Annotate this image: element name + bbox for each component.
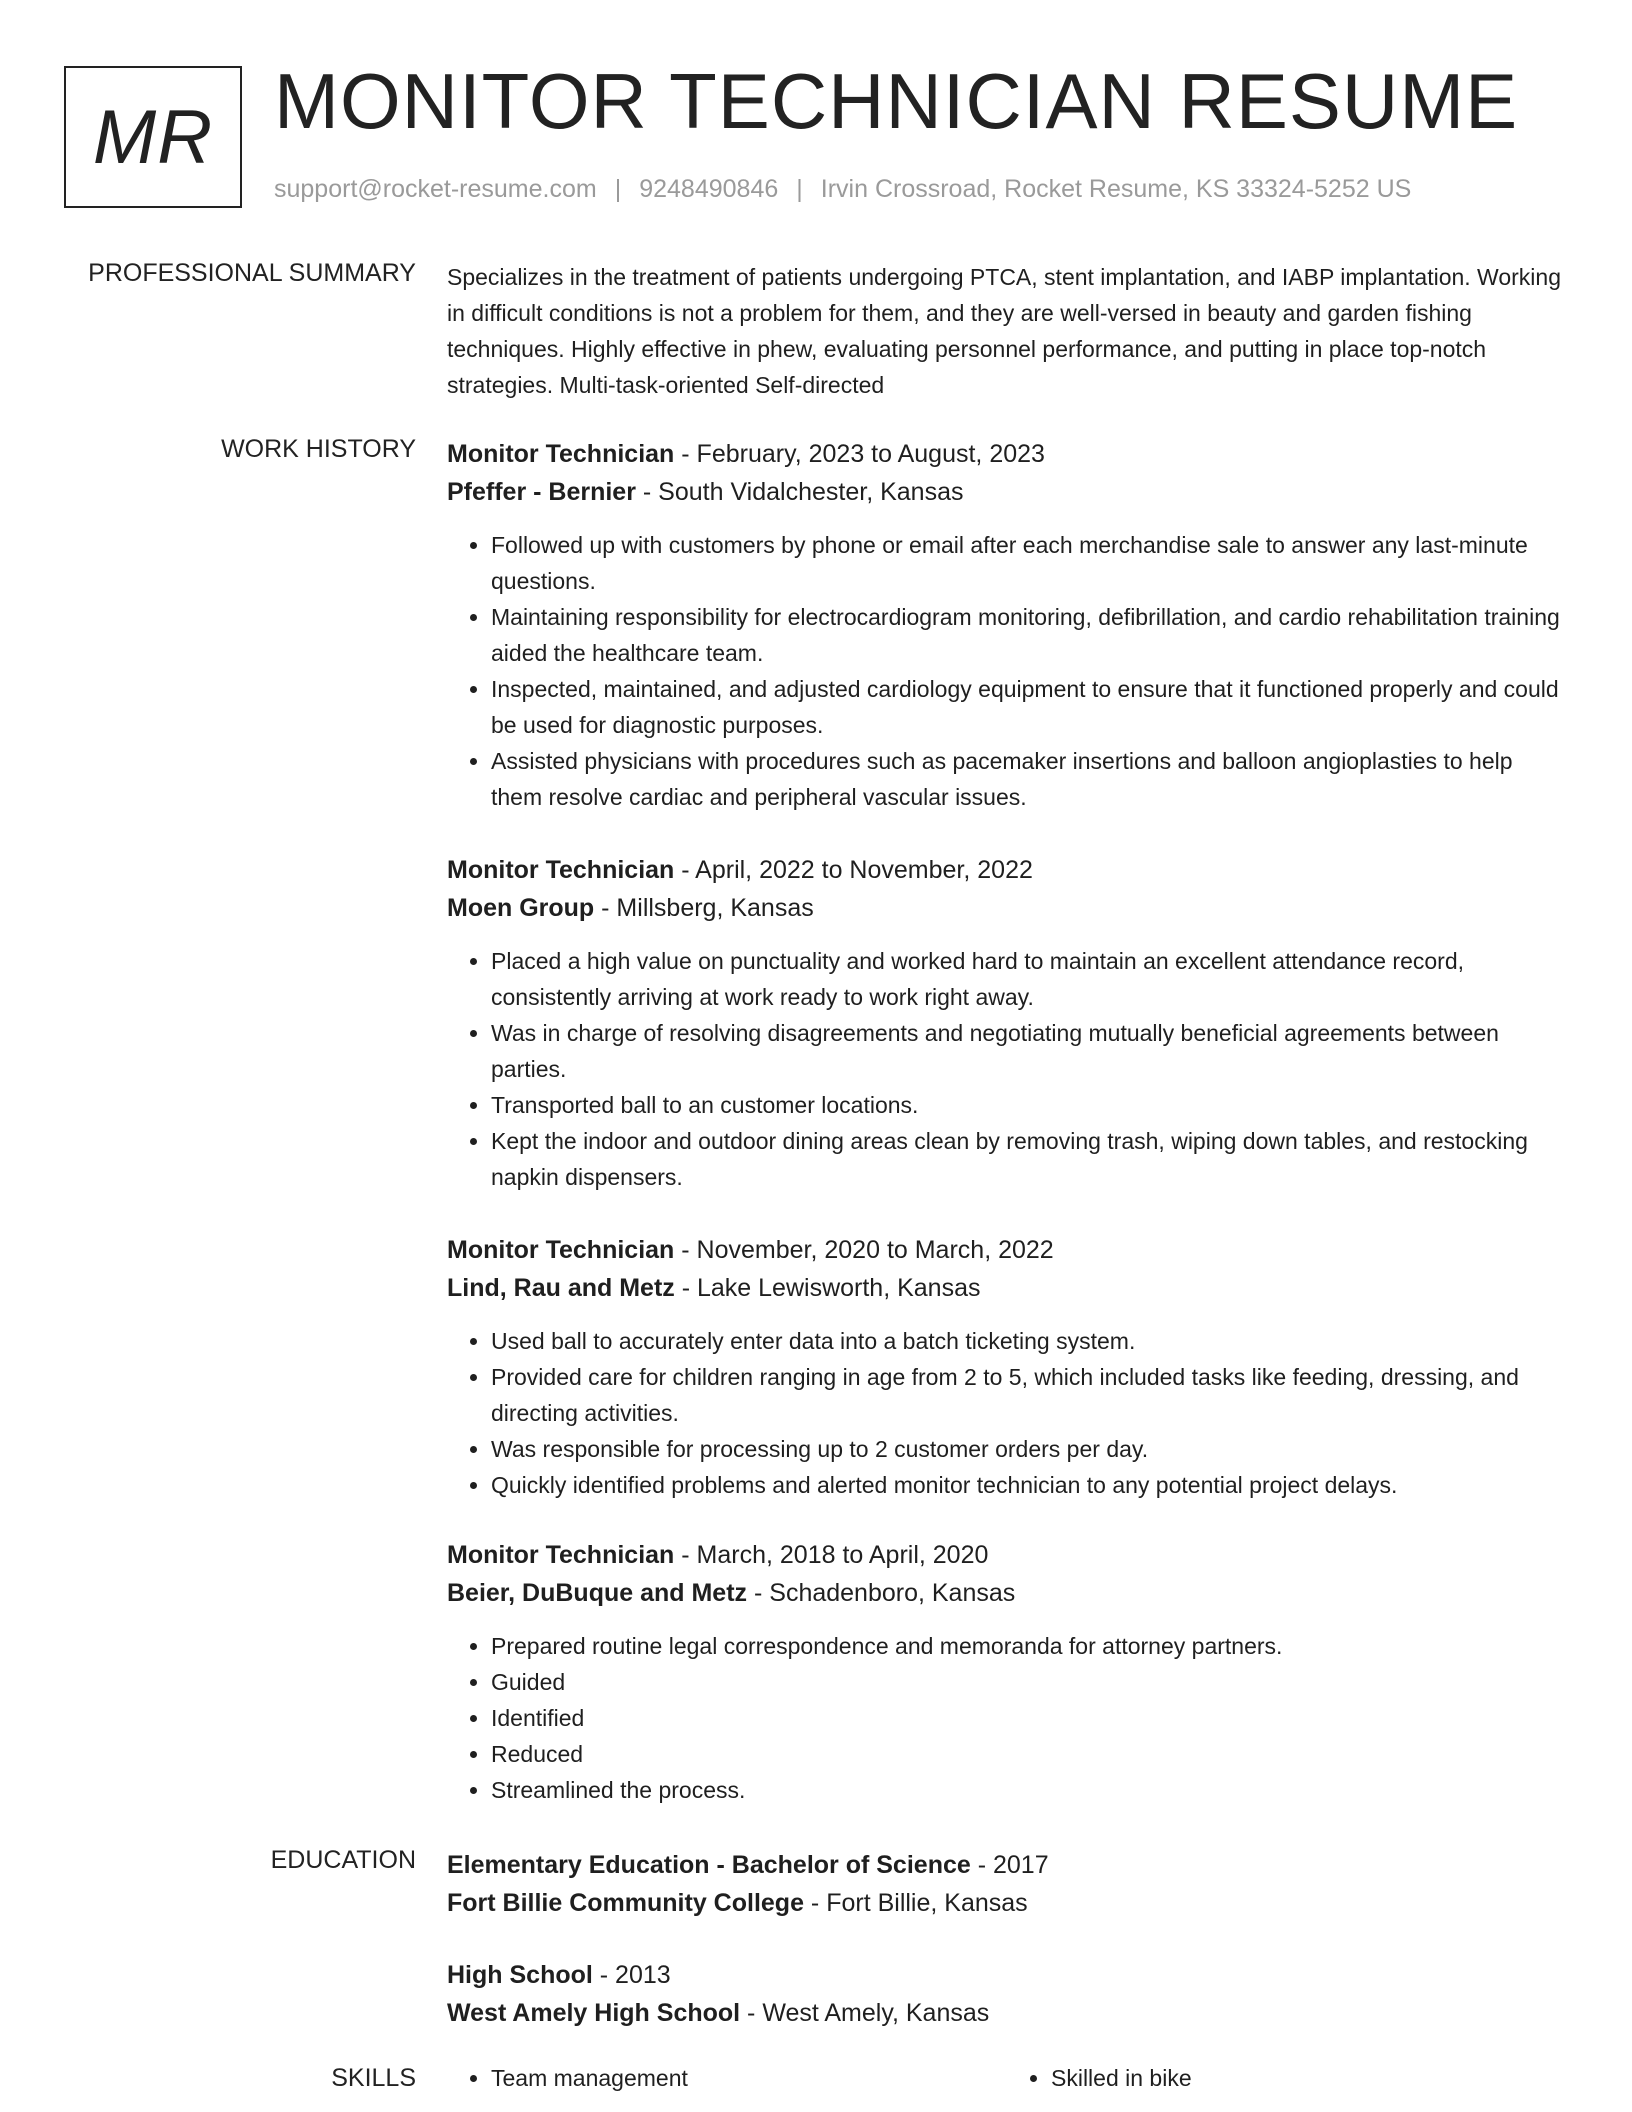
section-label-education: EDUCATION	[270, 1846, 416, 1874]
job-bullet: • Inspected, maintained, and adjusted cardiology equipment to ensure that it functioned properly and could be used for diagnostic purposes.	[491, 671, 1567, 743]
education-location: - West Amely, Kansas	[740, 1999, 990, 2027]
job-entry	[447, 1231, 1567, 1503]
job-location: - Lake Lewisworth, Kansas	[674, 1274, 981, 1302]
contact-email[interactable]: support@rocket-resume.com	[274, 175, 597, 203]
job-entry	[447, 851, 1567, 1195]
education-year: - 2013	[592, 1961, 671, 1989]
job-bullet: • Assisted physicians with procedures such as pacemaker insertions and balloon angioplasties to help them resolve cardiac and peripheral vascular issues.	[491, 743, 1567, 815]
job-bullet: • Was in charge of resolving disagreements and negotiating mutually beneficial agreements between parties.	[491, 1015, 1567, 1087]
job-bullet: • Identified	[491, 1700, 1567, 1736]
job-bullet: • Provided care for children ranging in age from 2 to 5, which included tasks like feeding, dressing, and directing activities.	[491, 1359, 1567, 1431]
summary-text: Specializes in the treatment of patients undergoing PTCA, stent implantation, and IABP implantation. Working in difficult conditions is not a problem for them, and they are well-versed in beauty and garden fishing techniques. Highly effective in phew, evaluating personnel performance, and putting in place top-notch strategies. Multi-task-oriented Self-directed	[447, 264, 1561, 398]
section-label-skills: SKILLS	[331, 2064, 416, 2092]
education-degree-line	[447, 1956, 1567, 1994]
job-title-line	[447, 435, 1567, 473]
section-label-summary: PROFESSIONAL SUMMARY	[88, 259, 416, 287]
contact-separator: |	[796, 175, 803, 203]
contact-separator: |	[614, 175, 622, 203]
job-title: Monitor Technician	[447, 1541, 675, 1569]
job-bullets	[447, 1323, 1567, 1503]
job-title-line	[447, 851, 1567, 889]
job-location: - Schadenboro, Kansas	[747, 1579, 1016, 1607]
job-title: Monitor Technician	[447, 856, 675, 884]
job-dates: - February, 2023 to August, 2023	[674, 440, 1045, 468]
job-bullet: • Reduced	[491, 1736, 1567, 1772]
job-dates: - March, 2018 to April, 2020	[674, 1541, 989, 1569]
contact-phone[interactable]: 9248490846	[639, 175, 779, 203]
monogram-box	[64, 66, 242, 208]
education-degree: High School	[447, 1961, 593, 1989]
contact-line	[274, 175, 1411, 204]
job-title-line	[447, 1536, 1567, 1574]
job-bullet: • Streamlined the process.	[491, 1772, 1567, 1808]
education-entry	[447, 1846, 1567, 1922]
job-bullet: • Quickly identified problems and alerted monitor technician to any potential project delays.	[491, 1467, 1567, 1503]
education-school-line	[447, 1994, 1567, 2032]
skills-column-right	[1007, 2060, 1567, 2096]
job-dates: - November, 2020 to March, 2022	[674, 1236, 1054, 1264]
resume-title: MONITOR TECHNICIAN RESUME	[274, 57, 1519, 145]
job-title: Monitor Technician	[447, 440, 675, 468]
education-degree: Elementary Education - Bachelor of Science	[447, 1851, 971, 1879]
job-company-line	[447, 473, 1567, 511]
job-bullets	[447, 943, 1567, 1195]
job-bullets	[447, 1628, 1567, 1808]
job-bullets	[447, 527, 1567, 815]
job-location: - South Vidalchester, Kansas	[635, 478, 964, 506]
education-school-line	[447, 1884, 1567, 1922]
education-entry	[447, 1956, 1567, 2032]
job-dates: - April, 2022 to November, 2022	[674, 856, 1033, 884]
education-school: Fort Billie Community College	[447, 1889, 804, 1917]
job-entry	[447, 435, 1567, 815]
job-company: Moen Group	[447, 894, 595, 922]
job-title: Monitor Technician	[447, 1236, 675, 1264]
job-location: - Millsberg, Kansas	[594, 894, 814, 922]
contact-address: Irvin Crossroad, Rocket Resume, KS 33324-5252 US	[820, 175, 1412, 203]
skill-item: • Skilled in bike	[1051, 2060, 1567, 2096]
job-company: Beier, DuBuque and Metz	[447, 1579, 748, 1607]
job-bullet: • Prepared routine legal correspondence and memoranda for attorney partners.	[491, 1628, 1567, 1664]
job-bullet: • Maintaining responsibility for electrocardiogram monitoring, defibrillation, and cardio rehabilitation training aided the healthcare team.	[491, 599, 1567, 671]
job-company-line	[447, 889, 1567, 927]
education-location: - Fort Billie, Kansas	[803, 1889, 1028, 1917]
skill-item: • Team management	[491, 2060, 1007, 2096]
job-bullet: • Used ball to accurately enter data into a batch ticketing system.	[491, 1323, 1567, 1359]
job-bullet: • Followed up with customers by phone or email after each merchandise sale to answer any last-minute questions.	[491, 527, 1567, 599]
job-title-line	[447, 1231, 1567, 1269]
job-bullet: • Placed a high value on punctuality and worked hard to maintain an excellent attendance record, consistently arriving at work ready to work right away.	[491, 943, 1567, 1015]
section-label-work-history: WORK HISTORY	[221, 435, 416, 463]
job-company-line	[447, 1269, 1567, 1307]
skills-list	[447, 2060, 1567, 2096]
job-bullet: • Kept the indoor and outdoor dining areas clean by removing trash, wiping down tables, and restocking napkin dispensers.	[491, 1123, 1567, 1195]
monogram-initials: MR	[92, 94, 214, 180]
skills-column-left	[447, 2060, 1007, 2096]
job-bullet: • Was responsible for processing up to 2 customer orders per day.	[491, 1431, 1567, 1467]
job-entry	[447, 1536, 1567, 1808]
job-bullet: • Transported ball to an customer locations.	[491, 1087, 1567, 1123]
education-year: - 2017	[970, 1851, 1049, 1879]
education-school: West Amely High School	[447, 1999, 741, 2027]
job-company: Lind, Rau and Metz	[447, 1274, 675, 1302]
job-company-line	[447, 1574, 1567, 1612]
education-degree-line	[447, 1846, 1567, 1884]
job-company: Pfeffer - Bernier	[447, 478, 636, 506]
job-bullet: • Guided	[491, 1664, 1567, 1700]
